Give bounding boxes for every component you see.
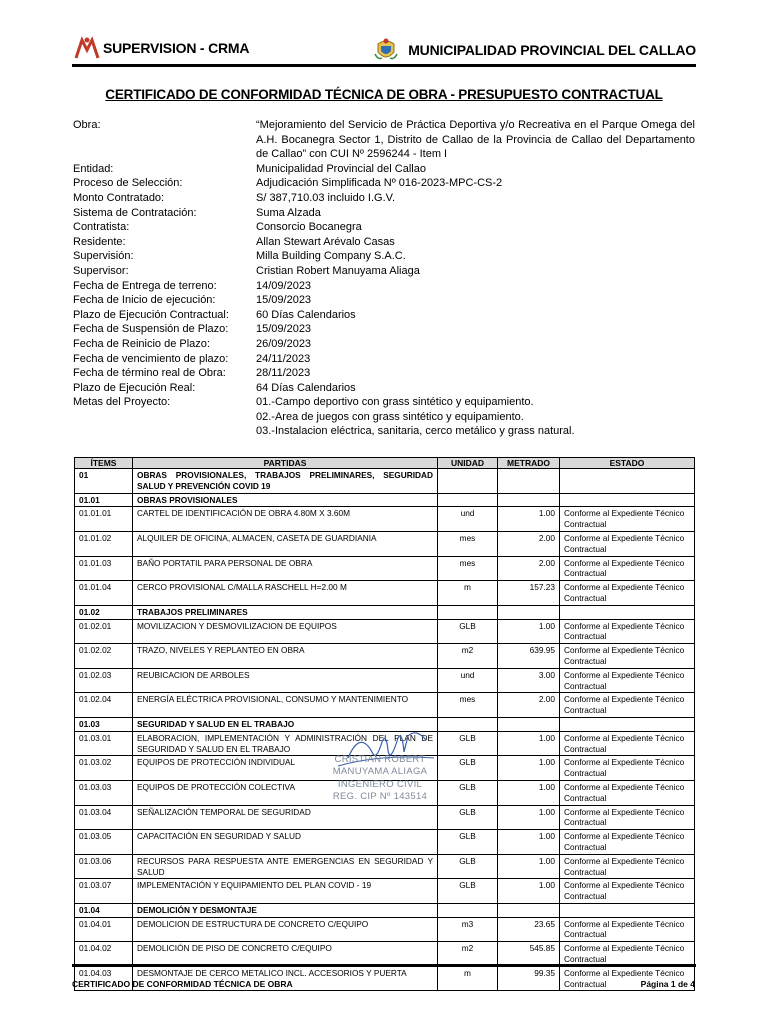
info-row (73, 220, 695, 235)
item-status (560, 469, 695, 494)
info-row (73, 308, 695, 323)
item-description: MOVILIZACION Y DESMOVILIZACION DE EQUIPOS (133, 619, 438, 644)
item-code: 01.02.02 (75, 644, 133, 669)
page-number: Página 1 de 4 (640, 979, 695, 989)
info-label: Plazo de Ejecución Contractual: (73, 308, 229, 321)
item-description: OBRAS PROVISIONALES (133, 493, 438, 507)
info-row (73, 176, 695, 191)
item-code: 01.01.02 (75, 531, 133, 556)
item-status: Conforme al Expediente Técnico Contractual (560, 507, 695, 532)
item-quantity: 23.65 (498, 917, 560, 942)
item-unit: mes (438, 531, 498, 556)
stamp-line: REG. CIP Nº 143514 (332, 791, 428, 802)
table-row (75, 805, 695, 830)
item-status: Conforme al Expediente Técnico Contractual (560, 619, 695, 644)
item-unit: GLB (438, 731, 498, 756)
item-unit: m3 (438, 917, 498, 942)
table-row (75, 854, 695, 879)
document-title: CERTIFICADO DE CONFORMIDAD TÉCNICA DE OBRA - PRESUPUESTO CONTRACTUAL (105, 87, 663, 102)
item-unit (438, 469, 498, 494)
header-left (74, 36, 249, 60)
item-unit (438, 717, 498, 731)
info-row (73, 249, 695, 264)
info-label: Supervisor: (73, 264, 129, 277)
info-value: Adjudicación Simplificada Nº 016-2023-MPC-CS-2 (256, 177, 503, 190)
item-status: Conforme al Expediente Técnico Contractual (560, 830, 695, 855)
item-unit: m2 (438, 942, 498, 967)
table-row (75, 619, 695, 644)
info-value: Allan Stewart Arévalo Casas (256, 235, 395, 248)
item-quantity: 3.00 (498, 668, 560, 693)
info-label: Proceso de Selección: (73, 177, 183, 190)
info-row (73, 235, 695, 250)
item-description: DESMONTAJE DE CERCO METALICO INCL. ACCESORIOS Y PUERTA (133, 966, 438, 991)
item-status: Conforme al Expediente Técnico Contractual (560, 731, 695, 756)
info-value: S/ 387,710.03 incluido I.G.V. (256, 191, 396, 204)
header-items: ÍTEMS (75, 458, 133, 469)
header-partidas: PARTIDAS (133, 458, 438, 469)
table-row (75, 693, 695, 718)
item-description: ALQUILER DE OFICINA, ALMACEN, CASETA DE GUARDIANIA (133, 531, 438, 556)
budget-table (74, 457, 695, 991)
item-quantity: 1.00 (498, 805, 560, 830)
project-info (73, 118, 695, 439)
header-left-title: SUPERVISION - CRMA (103, 40, 250, 56)
info-value: 14/09/2023 (256, 279, 312, 292)
info-value: Consorcio Bocanegra (256, 221, 362, 234)
info-row (73, 191, 695, 206)
info-label: Fecha de Suspensión de Plazo: (73, 323, 229, 336)
info-label: Fecha de vencimiento de plazo: (73, 352, 229, 365)
item-unit: und (438, 668, 498, 693)
item-status: Conforme al Expediente Técnico Contractual (560, 581, 695, 606)
metas-list (256, 395, 695, 439)
item-status: Conforme al Expediente Técnico Contractual (560, 854, 695, 879)
header-estado: ESTADO (560, 458, 695, 469)
item-status (560, 605, 695, 619)
item-status: Conforme al Expediente Técnico Contractual (560, 644, 695, 669)
item-status (560, 903, 695, 917)
info-label: Fecha de Inicio de ejecución: (73, 294, 216, 307)
info-row (73, 381, 695, 396)
table-row (75, 942, 695, 967)
item-quantity: 99.35 (498, 966, 560, 991)
info-value: 15/09/2023 (256, 323, 312, 336)
item-description: EQUIPOS DE PROTECCIÓN COLECTIVA (133, 780, 438, 805)
item-description: ELABORACION, IMPLEMENTACIÓN Y ADMINISTRACIÓN DEL PLAN DE SEGURIDAD Y SALUD EN EL TRABAJO (133, 731, 438, 756)
table-row (75, 605, 695, 619)
item-description: CARTEL DE IDENTIFICACIÓN DE OBRA 4.80M X 3.60M (133, 507, 438, 532)
item-description: DEMOLICIÓN DE PISO DE CONCRETO C/EQUIPO (133, 942, 438, 967)
signature-mark (330, 728, 440, 774)
table-row (75, 780, 695, 805)
item-description: TRABAJOS PRELIMINARES (133, 605, 438, 619)
item-status (560, 493, 695, 507)
item-quantity: 1.00 (498, 731, 560, 756)
header-unidad: UNIDAD (438, 458, 498, 469)
table-row (75, 493, 695, 507)
item-description: ENERGÍA ELÉCTRICA PROVISIONAL, CONSUMO Y MANTENIMIENTO (133, 693, 438, 718)
item-quantity (498, 493, 560, 507)
item-quantity: 1.00 (498, 780, 560, 805)
item-quantity: 1.00 (498, 756, 560, 781)
item-code: 01.02.03 (75, 668, 133, 693)
item-status: Conforme al Expediente Técnico Contractual (560, 556, 695, 581)
info-row (73, 293, 695, 308)
item-unit: mes (438, 693, 498, 718)
table-row (75, 917, 695, 942)
item-code: 01.01.01 (75, 507, 133, 532)
item-unit (438, 605, 498, 619)
stamp-line: INGENIERO CIVIL (337, 779, 423, 790)
info-row (73, 162, 695, 177)
info-label: Supervisión: (73, 250, 134, 263)
item-description: EQUIPOS DE PROTECCIÓN INDIVIDUAL (133, 756, 438, 781)
item-quantity: 1.00 (498, 879, 560, 904)
info-label: Fecha de Reinicio de Plazo: (73, 337, 210, 350)
header-right (372, 36, 696, 64)
info-label: Contratista: (73, 221, 130, 234)
info-value: 26/09/2023 (256, 337, 312, 350)
info-row (73, 206, 695, 221)
item-code: 01.03.06 (75, 854, 133, 879)
item-description: TRAZO, NIVELES Y REPLANTEO EN OBRA (133, 644, 438, 669)
info-label: Fecha de término real de Obra: (73, 367, 226, 380)
item-status: Conforme al Expediente Técnico Contractual (560, 756, 695, 781)
item-code: 01 (75, 469, 133, 494)
info-row (73, 279, 695, 294)
meta-item: 02.-Area de juegos con grass sintético y equipamiento. (256, 410, 524, 423)
item-status: Conforme al Expediente Técnico Contractual (560, 531, 695, 556)
item-code: 01.01 (75, 493, 133, 507)
info-label: Sistema de Contratación: (73, 206, 197, 219)
item-unit: m (438, 581, 498, 606)
item-status: Conforme al Expediente Técnico Contractual (560, 693, 695, 718)
item-quantity: 639.95 (498, 644, 560, 669)
item-status: Conforme al Expediente Técnico Contractual (560, 668, 695, 693)
item-unit: GLB (438, 619, 498, 644)
table-row (75, 879, 695, 904)
item-code: 01.04.03 (75, 966, 133, 991)
item-code: 01.02 (75, 605, 133, 619)
table-row (75, 668, 695, 693)
metas-label: Metas del Proyecto: (73, 396, 171, 409)
item-unit: GLB (438, 756, 498, 781)
header-divider (72, 64, 696, 67)
item-code: 01.04.02 (75, 942, 133, 967)
item-code: 01.01.04 (75, 581, 133, 606)
footer-title: CERTIFICADO DE CONFORMIDAD TÉCNICA DE OBRA (72, 979, 293, 989)
item-quantity: 157.23 (498, 581, 560, 606)
item-quantity (498, 717, 560, 731)
item-code: 01.04 (75, 903, 133, 917)
item-quantity (498, 605, 560, 619)
item-description: DEMOLICION DE ESTRUCTURA DE CONCRETO C/EQUIPO (133, 917, 438, 942)
header-right-title: MUNICIPALIDAD PROVINCIAL DEL CALLAO (408, 42, 696, 58)
info-value: 64 Días Calendarios (256, 381, 356, 394)
municipal-coat-of-arms-icon (372, 36, 400, 64)
info-value: 28/11/2023 (256, 367, 311, 380)
item-unit: GLB (438, 780, 498, 805)
item-code: 01.02.01 (75, 619, 133, 644)
table-header-row (75, 458, 695, 469)
info-value: Cristian Robert Manuyama Aliaga (256, 264, 420, 277)
crma-logo-icon (74, 36, 100, 60)
item-quantity: 545.85 (498, 942, 560, 967)
stamp-line: MANUYAMA ALIAGA (332, 766, 428, 777)
info-row (73, 322, 695, 337)
item-code: 01.03.03 (75, 780, 133, 805)
info-value: 15/09/2023 (256, 294, 312, 307)
item-description: CAPACITACIÓN EN SEGURIDAD Y SALUD (133, 830, 438, 855)
item-code: 01.03.02 (75, 756, 133, 781)
page-header (72, 34, 696, 64)
item-description: BAÑO PORTATIL PARA PERSONAL DE OBRA (133, 556, 438, 581)
item-unit: GLB (438, 805, 498, 830)
item-unit: GLB (438, 830, 498, 855)
meta-item: 03.-Instalacion eléctrica, sanitaria, cerco metálico y grass natural. (256, 425, 575, 438)
item-description: SEÑALIZACIÓN TEMPORAL DE SEGURIDAD (133, 805, 438, 830)
item-status (560, 717, 695, 731)
stamp-line: CRISTIAN ROBERT (334, 754, 426, 765)
info-value: Municipalidad Provincial del Callao (256, 162, 426, 175)
header-metrado: METRADO (498, 458, 560, 469)
item-quantity (498, 903, 560, 917)
table-row (75, 644, 695, 669)
item-unit: m (438, 966, 498, 991)
item-status: Conforme al Expediente Técnico Contractual (560, 942, 695, 967)
item-quantity: 1.00 (498, 619, 560, 644)
info-value: “Mejoramiento del Servicio de Práctica Deportiva y/o Recreativa en el Parque Omega del A.H. Bocanegra Sector 1, Distrito de Callao de la Provincia de Callao del Departamento de Callao” con CUI Nº 2596244 - Item I (256, 119, 695, 161)
info-label: Residente: (73, 235, 126, 248)
item-unit (438, 903, 498, 917)
item-code: 01.03.05 (75, 830, 133, 855)
table-row (75, 531, 695, 556)
info-value: Suma Alzada (256, 206, 321, 219)
info-row (73, 337, 695, 352)
item-unit: GLB (438, 854, 498, 879)
info-label: Plazo de Ejecución Real: (73, 381, 196, 394)
table-row (75, 903, 695, 917)
item-quantity: 1.00 (498, 830, 560, 855)
item-status: Conforme al Expediente Técnico Contractual (560, 879, 695, 904)
item-description: CERCO PROVISIONAL C/MALLA RASCHELL H=2.00 M (133, 581, 438, 606)
item-code: 01.03.04 (75, 805, 133, 830)
info-label: Fecha de Entrega de terreno: (73, 279, 217, 292)
footer-divider (72, 964, 696, 967)
item-code: 01.02.04 (75, 693, 133, 718)
item-code: 01.03.01 (75, 731, 133, 756)
item-unit: GLB (438, 879, 498, 904)
item-status: Conforme al Expediente Técnico Contractual (560, 805, 695, 830)
info-row (73, 352, 695, 367)
info-row (73, 366, 695, 381)
item-status: Conforme al Expediente Técnico Contractual (560, 780, 695, 805)
info-row (73, 118, 695, 162)
table-row (75, 507, 695, 532)
item-code: 01.03 (75, 717, 133, 731)
item-code: 01.01.03 (75, 556, 133, 581)
meta-item: 01.-Campo deportivo con grass sintético y equipamiento. (256, 396, 534, 409)
item-quantity: 1.00 (498, 507, 560, 532)
item-quantity: 2.00 (498, 531, 560, 556)
item-quantity: 2.00 (498, 556, 560, 581)
item-status: Conforme al Expediente Técnico Contractual (560, 966, 695, 991)
info-value: 60 Días Calendarios (256, 308, 356, 321)
table-row (75, 830, 695, 855)
info-row (73, 264, 695, 279)
item-unit: und (438, 507, 498, 532)
table-row (75, 556, 695, 581)
metas-row (73, 395, 695, 439)
item-code: 01.04.01 (75, 917, 133, 942)
item-description: RECURSOS PARA RESPUESTA ANTE EMERGENCIAS EN SEGURIDAD Y SALUD (133, 854, 438, 879)
item-description: SEGURIDAD Y SALUD EN EL TRABAJO (133, 717, 438, 731)
item-unit (438, 493, 498, 507)
info-label: Monto Contratado: (73, 191, 165, 204)
item-quantity (498, 469, 560, 494)
info-value: Milla Building Company S.A.C. (256, 250, 406, 263)
item-unit: m2 (438, 644, 498, 669)
item-quantity: 1.00 (498, 854, 560, 879)
item-status: Conforme al Expediente Técnico Contractual (560, 917, 695, 942)
info-value: 24/11/2023 (256, 352, 311, 365)
item-description: REUBICACION DE ARBOLES (133, 668, 438, 693)
table-row (75, 581, 695, 606)
item-description: IMPLEMENTACIÓN Y EQUIPAMIENTO DEL PLAN COVID - 19 (133, 879, 438, 904)
info-label: Entidad: (73, 162, 114, 175)
table-row (75, 469, 695, 494)
item-quantity: 2.00 (498, 693, 560, 718)
item-code: 01.03.07 (75, 879, 133, 904)
item-description: DEMOLICIÓN Y DESMONTAJE (133, 903, 438, 917)
item-unit: mes (438, 556, 498, 581)
info-label: Obra: (73, 119, 101, 131)
item-description: OBRAS PROVISIONALES, TRABAJOS PRELIMINARES, SEGURIDAD SALUD Y PREVENCIÓN COVID 19 (133, 469, 438, 494)
